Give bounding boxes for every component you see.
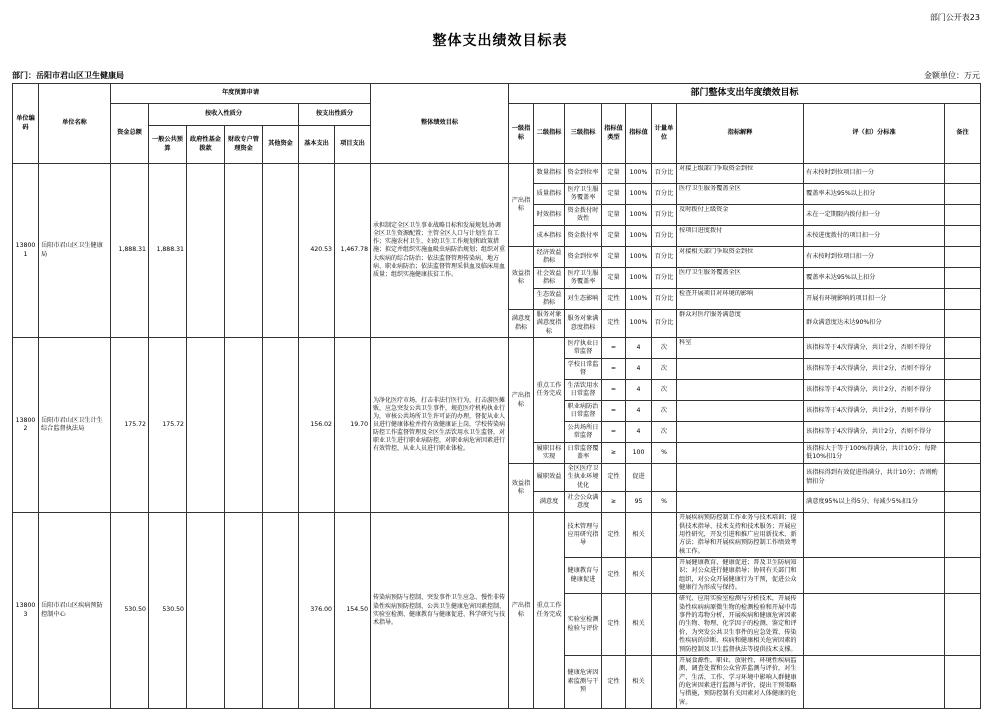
header-public-budget: 一般公共预算	[149, 126, 187, 164]
header-by-nature: 按支出性质分	[299, 104, 371, 126]
indicator-unit: 百分比	[652, 205, 677, 226]
indicator-value: 100%	[626, 310, 652, 338]
indicator-unit	[652, 594, 677, 656]
header-lvl1: 一级指标	[509, 104, 534, 164]
form-number-label: 部门公开表23	[929, 13, 980, 22]
indicator-unit	[652, 513, 677, 558]
indicator-type: =	[602, 359, 626, 380]
indicator-score: 未按进度拨付的项目扣一分	[804, 226, 945, 247]
indicator-type: 定量	[602, 268, 626, 289]
page-title: 整体支出绩效目标表	[432, 33, 568, 49]
indicator-type: 定性	[602, 594, 626, 656]
indicator-explain	[677, 359, 804, 380]
indicator-lvl1: 产出指标	[509, 338, 534, 464]
indicator-explain-text: 研究、应用实验室检测与分析技术，开展传染性疾病病原微生物的检测检验和开展中毒事件的毒物分析，开展疾病和健康危害因素的生物、物理、化学因子的检测、鉴定和评价，为突发公共卫生事件的应急处置、传染性疾病的诊断、疾病和健康相关危害因素的预防控制及卫生监督执法等提供技术支撑。	[679, 595, 797, 653]
indicator-value: 100%	[626, 226, 652, 247]
indicator-value: 相关	[626, 655, 652, 708]
indicator-type: 定量	[602, 226, 626, 247]
indicator-unit: 百分比	[652, 247, 677, 268]
indicator-remark	[945, 310, 981, 338]
header-ind-value: 指标值	[626, 104, 652, 164]
indicator-remark	[945, 513, 981, 558]
header-special-fund: 财政专户管理资金	[225, 126, 263, 164]
indicator-remark	[945, 184, 981, 205]
indicator-explain	[677, 557, 804, 593]
unit-name: 岳阳市君山区卫生健康局	[39, 164, 111, 338]
indicator-explain	[677, 247, 804, 268]
header-remark: 备注	[945, 104, 981, 164]
indicator-score: 覆盖率未达95%以上扣分	[804, 184, 945, 205]
indicator-type: 定性	[602, 557, 626, 593]
indicator-explain-text	[679, 402, 801, 420]
indicator-score: 该指标得到有效促进得满分，共计10分；否则酌情扣分	[804, 464, 945, 492]
indicator-unit: 百分比	[652, 164, 677, 184]
unit-other-fund	[263, 164, 299, 338]
indicator-value: 100%	[626, 289, 652, 310]
indicator-explain	[677, 338, 804, 359]
header-name: 单位名称	[39, 84, 111, 164]
indicator-remark	[945, 464, 981, 492]
indicator-score: 该指标等于4次得满分，共计2分，否则不得分	[804, 422, 945, 443]
unit-code: 138002	[13, 338, 39, 513]
indicator-unit: 次	[652, 338, 677, 359]
unit-basic-exp: 156.02	[299, 338, 335, 513]
indicator-remark	[945, 401, 981, 422]
indicator-lvl1: 效益指标	[509, 464, 534, 513]
header-lvl3: 三级指标	[565, 104, 602, 164]
indicator-type: 定量	[602, 164, 626, 184]
header-explain: 指标解释	[677, 104, 804, 164]
indicator-lvl2: 重点工作任务完成	[534, 338, 565, 443]
header-basic-exp: 基本支出	[299, 126, 335, 164]
indicator-type: =	[602, 380, 626, 401]
indicator-explain-text: 开展健康教育、健康促进；普及卫生防病知识；对公众进行健康指导；协同有关部门和组织，对公众开展健康行为干预，促进公众健康行为形成与保持。	[679, 558, 797, 592]
unit-total: 175.72	[111, 338, 149, 513]
indicator-lvl2: 服务对象满意度指标	[534, 310, 565, 338]
indicator-score: 满意度95%以上得5分，每减少5%扣1分	[804, 492, 945, 513]
indicator-lvl3: 资金拨付率	[565, 226, 602, 247]
indicator-explain-text: 对接相关部门争取资金到位	[679, 248, 754, 255]
indicator-value: 促进	[626, 464, 652, 492]
unit-public-budget: 1,888.31	[149, 164, 187, 338]
indicator-explain	[677, 310, 804, 338]
indicator-lvl2: 履职效益	[534, 464, 565, 492]
indicator-unit: 百分比	[652, 268, 677, 289]
indicator-remark	[945, 289, 981, 310]
indicator-score: 该指标等于4次得满分，共计2分，否则不得分	[804, 338, 945, 359]
indicator-type: =	[602, 422, 626, 443]
indicator-value: 100%	[626, 205, 652, 226]
unit-public-budget: 175.72	[149, 338, 187, 513]
header-code: 单位编码	[13, 84, 39, 164]
indicator-lvl2: 社会效益指标	[534, 268, 565, 289]
header-dept-goal: 部门整体支出年度绩效目标	[509, 84, 981, 104]
indicator-type: 定量	[602, 184, 626, 205]
unit-project-exp: 1,467.78	[335, 164, 371, 338]
indicator-type: 定性	[602, 513, 626, 558]
indicator-lvl3: 生活饮用水日常监督	[565, 380, 602, 401]
indicator-remark	[945, 422, 981, 443]
indicator-unit: 次	[652, 359, 677, 380]
indicator-lvl3: 学校日常监督	[565, 359, 602, 380]
indicator-score: 该指标等于4次得满分，共计2分，否则不得分	[804, 401, 945, 422]
header-total: 资金总额	[111, 104, 149, 164]
indicator-lvl2: 质量指标	[534, 184, 565, 205]
indicator-explain	[677, 226, 804, 247]
indicator-lvl3: 健康教育与健康促进	[565, 557, 602, 593]
table-row	[13, 164, 981, 184]
indicator-lvl1: 效益指标	[509, 247, 534, 310]
indicator-lvl3: 全区医疗卫生执业环境优化	[565, 464, 602, 492]
indicator-lvl3: 医疗卫生服务覆盖率	[565, 184, 602, 205]
indicator-unit: 百分比	[652, 310, 677, 338]
indicator-explain-text: 按项目进度拨付	[679, 227, 723, 234]
indicator-lvl2: 重点工作任务完成	[534, 513, 565, 709]
indicator-explain-text	[679, 465, 801, 490]
indicator-remark	[945, 557, 981, 593]
unit-other-fund	[263, 513, 299, 709]
indicator-remark	[945, 268, 981, 289]
indicator-explain-text	[679, 493, 801, 511]
indicator-explain-text: 医疗卫生服务覆盖全区	[679, 269, 741, 276]
indicator-lvl3: 技术管理与应用研究指导	[565, 513, 602, 558]
indicator-explain	[677, 268, 804, 289]
indicator-unit	[652, 557, 677, 593]
header-budget-apply: 年度预算申请	[111, 84, 371, 104]
indicator-lvl3: 社会公众满意度	[565, 492, 602, 513]
indicator-score	[804, 557, 945, 593]
indicator-remark	[945, 492, 981, 513]
unit-special-fund	[225, 164, 263, 338]
indicator-value: 100%	[626, 247, 652, 268]
indicator-unit: %	[652, 492, 677, 513]
indicator-explain	[677, 443, 804, 464]
indicator-score: 未在一定期限内拨付扣一分	[804, 205, 945, 226]
department-label: 部门：岳阳市君山区卫生健康局	[12, 71, 124, 80]
indicator-remark	[945, 164, 981, 184]
indicator-value: 相关	[626, 513, 652, 558]
indicator-score: 群众满意度达未达90%扣分	[804, 310, 945, 338]
indicator-unit: 次	[652, 380, 677, 401]
indicator-score: 该指标等于4次得满分，共计2分，否则不得分	[804, 380, 945, 401]
indicator-unit: %	[652, 443, 677, 464]
indicator-lvl2: 数量指标	[534, 164, 565, 184]
header-unit: 计量单位	[652, 104, 677, 164]
indicator-unit	[652, 464, 677, 492]
indicator-lvl1: 产出指标	[509, 164, 534, 247]
indicator-score	[804, 655, 945, 708]
unit-overall-goal: 为净化医疗市场，打击非法行医行为，打击游医摊贩，应急突发公共卫生事件，规范医疗机构执业行为，审核公共场所卫生许可证的办理，督促从业人员进行健康体检并持有效健康证上岗，学校传染病防控工作监督管理及全区生活饮用水卫生监督，对职业卫生进行职业病防控，对职业病危害因素进行有效管控，从业人员进行职业体检。	[371, 338, 509, 513]
indicator-value: 相关	[626, 557, 652, 593]
indicator-explain	[677, 513, 804, 558]
indicator-remark	[945, 655, 981, 708]
indicator-unit: 百分比	[652, 226, 677, 247]
indicator-score: 有未按时到位项目扣一分	[804, 247, 945, 268]
indicator-lvl3: 资金到位率	[565, 247, 602, 268]
indicator-value: 4	[626, 401, 652, 422]
indicator-lvl2: 履职目标实现	[534, 443, 565, 464]
indicator-value: 4	[626, 338, 652, 359]
indicator-lvl2: 成本指标	[534, 226, 565, 247]
indicator-lvl3: 公共场所日常监督	[565, 422, 602, 443]
header-gov-fund: 政府性基金拨款	[187, 126, 225, 164]
unit-name: 岳阳市君山区疾病预防控制中心	[39, 513, 111, 709]
unit-gov-fund	[187, 164, 225, 338]
indicator-value: 100%	[626, 184, 652, 205]
indicator-lvl2: 经济效益指标	[534, 247, 565, 268]
indicator-remark	[945, 338, 981, 359]
indicator-remark	[945, 380, 981, 401]
indicator-type: 定性	[602, 289, 626, 310]
unit-overall-goal: 承担制定全区卫生事业战略目标和发展规划,协调全区卫生资源配置；主管全区人口与计划生育工作；实施农村卫生、妇幼卫生工作规划和政策措施；拟定并组织实施血吸虫病防治规划；组织对重大疾病的综合防治；依法监督管理传染病、地方病、职业病防治；依法监督管理采供血及临床用血质量；组织实施健康扶贫工作。	[371, 164, 509, 338]
table-row	[13, 513, 981, 558]
indicator-explain	[677, 205, 804, 226]
indicator-explain	[677, 289, 804, 310]
indicator-remark	[945, 205, 981, 226]
indicator-explain-text: 对接上级部门争取资金到位	[679, 165, 754, 172]
indicator-value: 4	[626, 380, 652, 401]
header-other-fund: 其他资金	[263, 126, 299, 164]
indicator-score: 该指标等于4次得满分，共计2分，否则不得分	[804, 359, 945, 380]
indicator-explain-text: 群众对医疗服务满意度	[679, 311, 741, 318]
unit-project-exp: 154.50	[335, 513, 371, 709]
indicator-type: 定性	[602, 655, 626, 708]
indicator-type: ≥	[602, 492, 626, 513]
unit-name: 岳阳市君山区卫生计生综合监督执法局	[39, 338, 111, 513]
header-ind-type: 指标值类型	[602, 104, 626, 164]
indicator-score: 覆盖率未达95%以上扣分	[804, 268, 945, 289]
indicator-value: 100%	[626, 268, 652, 289]
indicator-remark	[945, 226, 981, 247]
indicator-unit: 次	[652, 422, 677, 443]
unit-special-fund	[225, 338, 263, 513]
indicator-type: =	[602, 401, 626, 422]
indicator-lvl3: 实验室检测检验与评价	[565, 594, 602, 656]
unit-basic-exp: 420.53	[299, 164, 335, 338]
indicator-unit	[652, 655, 677, 708]
indicator-type: 定性	[602, 464, 626, 492]
indicator-unit: 百分比	[652, 289, 677, 310]
indicator-value: 4	[626, 422, 652, 443]
header-by-source: 按收入性质分	[149, 104, 299, 126]
indicator-explain-text: 医疗卫生服务覆盖全区	[679, 185, 741, 192]
indicator-explain-text: 检查开展项目对环境的影响	[679, 290, 754, 297]
indicator-score	[804, 513, 945, 558]
indicator-value: 4	[626, 359, 652, 380]
indicator-explain	[677, 401, 804, 422]
indicator-explain	[677, 184, 804, 205]
indicator-remark	[945, 247, 981, 268]
indicator-explain	[677, 422, 804, 443]
indicator-lvl3: 医疗执业日常监督	[565, 338, 602, 359]
indicator-explain-text: 开展食源性、职业、放射性、环境性疾病监测，调查处置和公众营养监测与评价，对生产、生活、工作、学习环境中影响人群健康的危害因素进行监测与评价，提出干预策略与措施，预防控制有关因素对人体健康的危害。	[679, 656, 797, 706]
unit-total: 530.50	[111, 513, 149, 709]
indicator-lvl2: 生态效益指标	[534, 289, 565, 310]
indicator-lvl2: 满意度	[534, 492, 565, 513]
indicator-lvl1: 满意度指标	[509, 310, 534, 338]
indicator-type: =	[602, 338, 626, 359]
indicator-explain-text: 科室	[679, 339, 692, 347]
unit-code: 138001	[13, 164, 39, 338]
indicator-explain-text	[679, 423, 801, 441]
indicator-explain	[677, 380, 804, 401]
indicator-lvl3: 健康危害因素监测与干预	[565, 655, 602, 708]
indicator-score	[804, 594, 945, 656]
unit-code: 138003	[13, 513, 39, 709]
indicator-type: 定量	[602, 205, 626, 226]
indicator-lvl2: 时效指标	[534, 205, 565, 226]
unit-project-exp: 19.70	[335, 338, 371, 513]
unit-overall-goal: 传染病预防与控制、突发事件卫生应急、慢性非传染性疾病预防控制、公共卫生健康危害因素控制、实验室检测、健康教育与健康促进、科学研究与技术指导。	[371, 513, 509, 709]
header-overall-goal: 整体绩效目标	[371, 84, 509, 164]
header-project-exp: 项目支出	[335, 126, 371, 164]
indicator-explain-text	[679, 444, 801, 462]
indicator-explain-text: 及时拨付上级资金	[679, 206, 729, 213]
indicator-unit: 百分比	[652, 184, 677, 205]
indicator-remark	[945, 443, 981, 464]
amount-unit-label: 金额单位：万元	[924, 71, 980, 80]
indicator-lvl3: 医疗卫生服务覆盖率	[565, 268, 602, 289]
indicator-lvl3: 资金拨付时效性	[565, 205, 602, 226]
indicator-score: 有未按时到位项目扣一分	[804, 164, 945, 184]
indicator-explain-text	[679, 381, 801, 399]
indicator-explain	[677, 464, 804, 492]
indicator-explain	[677, 655, 804, 708]
header-lvl2: 二级指标	[534, 104, 565, 164]
indicator-score: 开展有环境影响的项目扣一分	[804, 289, 945, 310]
indicator-score: 该指标大于等于100%得满分，共计10分；每降低10%扣1分	[804, 443, 945, 464]
indicator-value: 100%	[626, 164, 652, 184]
indicator-explain-text	[679, 360, 801, 378]
indicator-unit: 次	[652, 401, 677, 422]
indicator-type: 定量	[602, 247, 626, 268]
indicator-lvl3: 对生态影响	[565, 289, 602, 310]
unit-basic-exp: 376.00	[299, 513, 335, 709]
indicator-lvl1: 产出指标	[509, 513, 534, 709]
indicator-explain	[677, 594, 804, 656]
indicator-value: 95	[626, 492, 652, 513]
unit-gov-fund	[187, 513, 225, 709]
indicator-value: 相关	[626, 594, 652, 656]
indicator-type: 定性	[602, 310, 626, 338]
table-row	[13, 338, 981, 359]
indicator-remark	[945, 594, 981, 656]
unit-other-fund	[263, 338, 299, 513]
unit-gov-fund	[187, 338, 225, 513]
performance-table	[12, 83, 981, 709]
indicator-lvl3: 资金到位率	[565, 164, 602, 184]
indicator-value: 100	[626, 443, 652, 464]
indicator-remark	[945, 359, 981, 380]
unit-total: 1,888.31	[111, 164, 149, 338]
indicator-explain-text: 开展疾病预防控制工作业务与技术培训；提供技术指导、技术支持和技术服务；开展应用性研究，开发引进和推广应用新技术、新方法；指导和开展疾病预防控制工作绩效考核工作。	[679, 514, 797, 555]
indicator-explain	[677, 164, 804, 184]
unit-special-fund	[225, 513, 263, 709]
unit-public-budget: 530.50	[149, 513, 187, 709]
indicator-explain	[677, 492, 804, 513]
header-score: 评（扣）分标准	[804, 104, 945, 164]
indicator-type: ≥	[602, 443, 626, 464]
indicator-lvl3: 服务对象满意度指标	[565, 310, 602, 338]
indicator-lvl3: 职业病防治日常监督	[565, 401, 602, 422]
indicator-lvl3: 日常监督覆盖率	[565, 443, 602, 464]
